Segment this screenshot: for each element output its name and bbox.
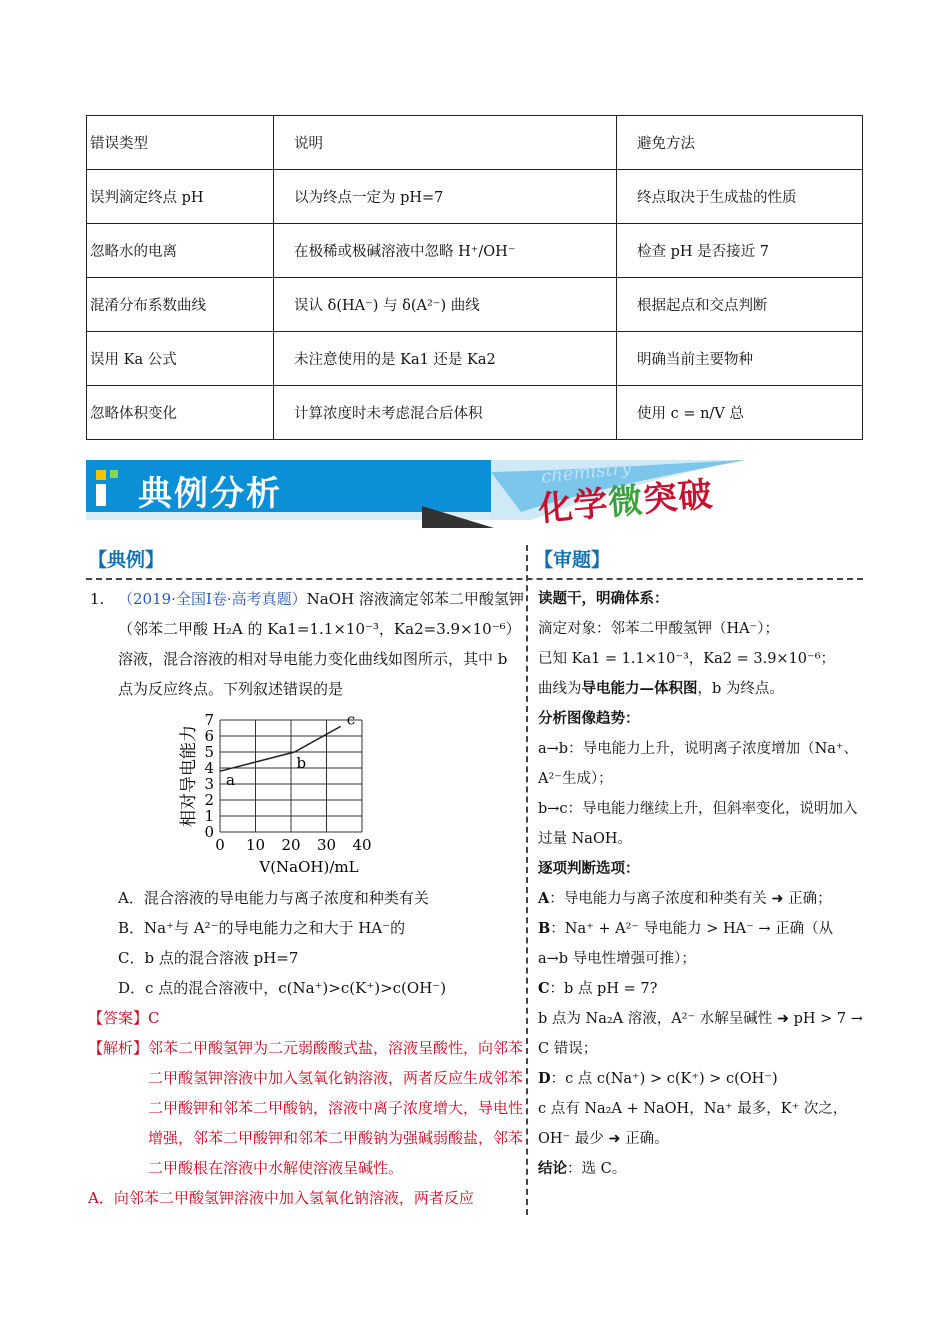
banner-wedge	[422, 506, 494, 528]
table-row	[87, 224, 863, 278]
option-d: D．c 点的混合溶液中，c(Na⁺)>c(K⁺)>c(OH⁻)	[118, 979, 447, 997]
option-a: A．混合溶液的导电能力与离子浓度和种类有关	[118, 889, 429, 907]
y-tick-label: 5	[204, 743, 214, 761]
review-line: 滴定对象：邻苯二甲酸氢钾（HA⁻）；	[538, 621, 780, 637]
decor-square-icon	[110, 470, 118, 478]
review-text: ：Na⁺ + A²⁻ 导电能力 > HA⁻ → 正确（从 a→b 导电性增强可推）；	[538, 921, 834, 967]
section-banner	[86, 457, 746, 530]
x-tick-label: 0	[215, 836, 225, 854]
table-cell: 明确当前主要物种	[637, 352, 753, 368]
option-c: C．b 点的混合溶液 pH=7	[118, 949, 299, 967]
series-line	[220, 726, 341, 771]
y-tick-label: 7	[204, 711, 214, 729]
review-line	[538, 974, 863, 1004]
review-step-2-title: 分析图像趋势：	[538, 710, 640, 727]
table-cell: 未注意使用的是 Ka1 还是 Ka2	[294, 352, 496, 368]
answer: 【答案】C	[88, 1009, 160, 1027]
x-tick-label: 20	[281, 836, 301, 854]
review-option-label: B	[538, 920, 551, 937]
y-tick-label: 6	[204, 727, 214, 745]
brand-chemistry-text: chemistry	[540, 457, 633, 488]
review-option-label: D	[538, 1070, 551, 1087]
y-axis-label: 相对导电能力	[179, 725, 199, 827]
review-line	[538, 884, 863, 914]
brand-part: 突破	[641, 474, 715, 521]
table-cell: 误认 δ(HA⁻) 与 δ(A²⁻) 曲线	[294, 298, 480, 314]
question-number: 1.	[90, 590, 105, 608]
table-header-cell: 避免方法	[637, 136, 695, 152]
review-line	[538, 1064, 863, 1094]
table-cell: 忽略体积变化	[90, 406, 177, 422]
y-tick-label: 4	[204, 759, 214, 777]
review-line: b 点为 Na₂A 溶液，A²⁻ 水解呈碱性 ➜ pH > 7 → C 错误；	[538, 1011, 863, 1057]
question-stem	[118, 584, 526, 704]
review-text: ：b 点 pH = 7?	[549, 981, 658, 997]
review-option-label: C	[538, 980, 550, 997]
conclusion-text: ：选 C。	[567, 1161, 627, 1177]
decor-square-icon	[96, 470, 106, 480]
review-header: 【审题】	[534, 549, 611, 571]
table-cell: 在极稀或极碱溶液中忽略 H⁺/OH⁻	[294, 244, 516, 260]
review-text: 曲线为	[538, 681, 582, 697]
analysis-a: A．向邻苯二甲酸氢钾溶液中加入氢氧化钠溶液，两者反应	[88, 1189, 474, 1207]
table-header-row	[87, 116, 863, 170]
table-cell: 混淆分布系数曲线	[90, 298, 206, 314]
y-tick-label: 1	[204, 807, 214, 825]
error-table	[86, 115, 863, 440]
table-cell: 终点取决于生成盐的性质	[637, 190, 797, 206]
table-cell: 根据起点和交点判断	[637, 298, 768, 314]
table-cell: 误判滴定终点 pH	[90, 190, 204, 206]
example-header: 【典例】	[88, 549, 165, 571]
table-row	[87, 386, 863, 440]
review-step-1-title: 读题干，明确体系：	[538, 590, 669, 607]
section-title: 典例分析	[138, 474, 282, 514]
brand-part: 微	[606, 480, 645, 524]
review-option-label: A	[538, 890, 550, 907]
point-label: c	[346, 710, 356, 729]
x-tick-label: 10	[245, 836, 266, 854]
review-text: ，b 为终点。	[697, 681, 784, 697]
column-divider	[526, 545, 528, 1215]
example-column	[86, 584, 526, 1213]
y-tick-label: 0	[204, 823, 214, 841]
analysis	[88, 1033, 526, 1183]
review-step-3-title: 逐项判断选项：	[538, 860, 640, 877]
review-line: a→b：导电能力上升，说明离子浓度增加（Na⁺、A²⁻生成）；	[538, 741, 859, 787]
header-divider	[86, 578, 863, 580]
review-emphasis: 导电能力—体积图	[581, 680, 698, 697]
x-axis-label: V(NaOH)/mL	[259, 858, 359, 876]
table-row	[87, 278, 863, 332]
question-text: NaOH 溶液滴定邻苯二甲酸氢钾（邻苯二甲酸 H₂A 的 Ka1=1.1×10⁻³，Ka2=3.9×10⁻⁶）溶液，混合溶液的相对导电能力变化曲线如图所示，其中 b 点为反应终点。下列叙述错误的是	[118, 590, 524, 698]
review-conclusion	[538, 1154, 863, 1184]
analysis-label: 【解析】	[88, 1039, 149, 1057]
y-tick-label: 2	[204, 791, 214, 809]
table-row	[87, 332, 863, 386]
table-cell: 忽略水的电离	[90, 244, 177, 260]
review-line: 已知 Ka1 = 1.1×10⁻³，Ka2 = 3.9×10⁻⁶；	[538, 651, 836, 667]
option-b: B．Na⁺与 A²⁻的导电能力之和大于 HA⁻的	[118, 919, 406, 937]
brand-part: 化学	[536, 483, 611, 530]
review-line	[538, 914, 863, 974]
review-column	[538, 584, 863, 1184]
point-label: a	[226, 771, 235, 790]
y-tick-label: 3	[204, 775, 214, 793]
review-text: ：c 点 c(Na⁺) > c(K⁺) > c(OH⁻)	[550, 1071, 778, 1087]
table-cell: 检查 pH 是否接近 7	[637, 244, 769, 260]
table-header-cell: 错误类型	[90, 136, 148, 152]
review-text: ：导电能力与离子浓度和种类有关 ➜ 正确；	[549, 891, 832, 907]
x-tick-label: 30	[316, 836, 337, 854]
table-cell: 计算浓度时未考虑混合后体积	[294, 406, 483, 422]
chart-plot-area	[179, 710, 372, 876]
table-cell: 使用 c = n/V 总	[637, 406, 744, 422]
x-tick-label: 40	[352, 836, 372, 854]
review-line: c 点有 Na₂A + NaOH，Na⁺ 最多，K⁺ 次之，OH⁻ 最少 ➜ 正确。	[538, 1101, 848, 1147]
table-cell: 以为终点一定为 pH=7	[294, 190, 444, 206]
review-line: b→c：导电能力继续上升，但斜率变化，说明加入过量 NaOH。	[538, 801, 858, 847]
table-cell: 误用 Ka 公式	[90, 352, 177, 368]
question-source: （2019·全国Ⅰ卷·高考真题）	[118, 590, 307, 608]
conclusion-label: 结论	[538, 1160, 567, 1177]
analysis-text: 邻苯二甲酸氢钾为二元弱酸酸式盐，溶液呈酸性，向邻苯二甲酸氢钾溶液中加入氢氧化钠溶液，两者反应生成邻苯二甲酸钾和邻苯二甲酸钠，溶液中离子浓度增大，导电性增强，邻苯二甲酸钾和邻苯二甲酸钠为强碱弱酸盐，邻苯二甲酸根在溶液中水解使溶液呈碱性。	[148, 1039, 524, 1177]
table-header-cell: 说明	[294, 136, 323, 152]
option-list	[118, 883, 526, 1003]
conductivity-chart	[179, 710, 422, 877]
point-label: b	[296, 754, 307, 772]
review-line	[538, 674, 863, 704]
table-row	[87, 170, 863, 224]
decor-square-icon	[96, 484, 106, 506]
